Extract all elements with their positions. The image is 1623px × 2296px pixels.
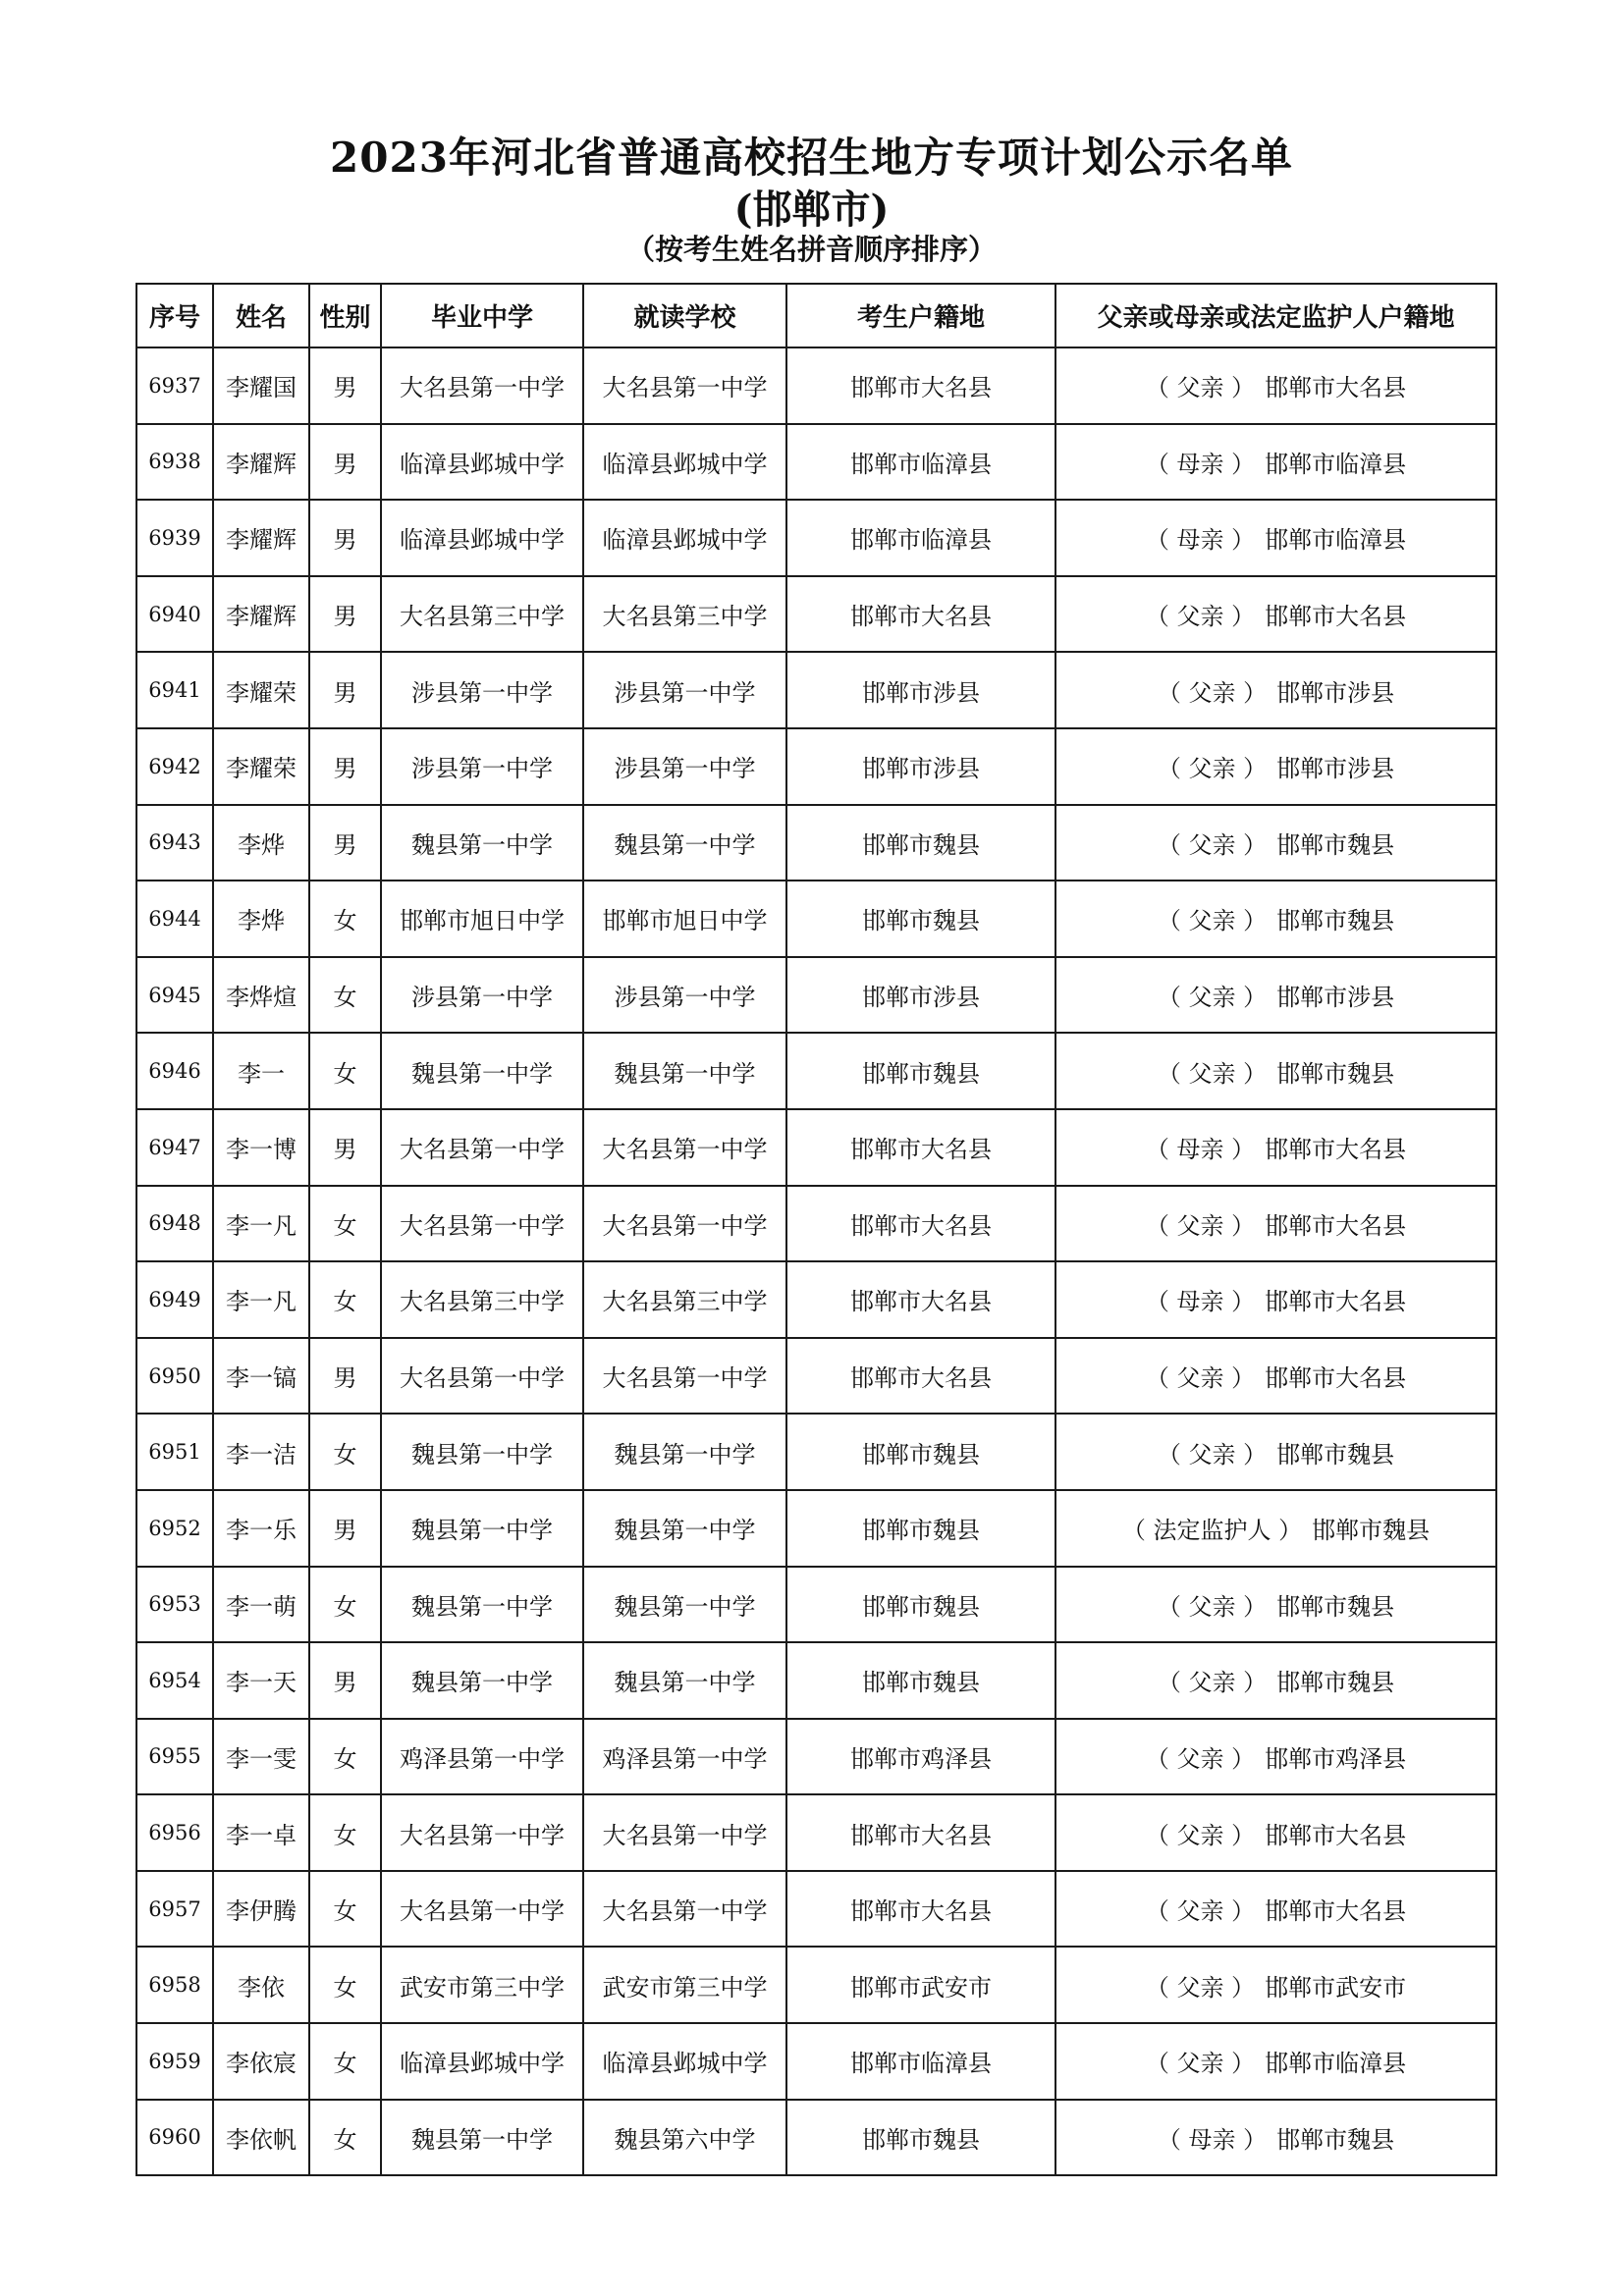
row-number-cell: 6956 [136,1794,213,1871]
guardian-relation: （ 父亲 ） [1157,830,1268,859]
gender-cell: 女 [309,957,381,1034]
study-school-cell: 魏县第一中学 [583,1033,786,1109]
guardian-hukou-location: 邯郸市大名县 [1265,1211,1407,1240]
guardian-hukou-location: 邯郸市魏县 [1276,1059,1395,1088]
guardian-hukou-location: 邯郸市大名县 [1265,1288,1407,1316]
header-guardian-hukou: 父亲或母亲或法定监护人户籍地 [1055,284,1496,347]
student-name-cell: 李烨煊 [213,957,309,1034]
hukou-cell: 邯郸市大名县 [786,1261,1055,1338]
guardian-hukou-cell [1055,1261,1496,1338]
table-row [136,1567,1496,1643]
study-school-cell: 大名县第一中学 [583,347,786,424]
gender-cell: 女 [309,1186,381,1262]
grad-school-cell: 魏县第一中学 [381,2100,583,2176]
study-school-cell: 大名县第一中学 [583,1186,786,1262]
grad-school-cell: 大名县第一中学 [381,1186,583,1262]
table-row [136,1490,1496,1567]
guardian-hukou-location: 邯郸市魏县 [1276,1440,1395,1468]
student-name-cell: 李依 [213,1947,309,2023]
study-school-cell: 临漳县邺城中学 [583,500,786,576]
gender-cell: 女 [309,1719,381,1795]
table-row [136,1871,1496,1948]
guardian-hukou-location: 邯郸市魏县 [1276,1592,1395,1621]
hukou-cell: 邯郸市大名县 [786,347,1055,424]
guardian-hukou-location: 邯郸市魏县 [1276,830,1395,859]
gender-cell: 女 [309,1033,381,1109]
hukou-cell: 邯郸市魏县 [786,1490,1055,1567]
study-school-cell: 魏县第一中学 [583,1490,786,1567]
table-row [136,1186,1496,1262]
gender-cell: 男 [309,347,381,424]
hukou-cell: 邯郸市魏县 [786,881,1055,957]
guardian-hukou-cell [1055,1871,1496,1948]
gender-cell: 男 [309,576,381,653]
guardian-relation: （ 母亲 ） [1145,450,1256,478]
row-number-cell: 6939 [136,500,213,576]
header-name: 姓名 [213,284,309,347]
gender-cell: 男 [309,1642,381,1719]
guardian-hukou-cell [1055,576,1496,653]
guardian-hukou-cell [1055,500,1496,576]
guardian-relation: （ 父亲 ） [1157,907,1268,935]
guardian-hukou-cell [1055,1338,1496,1415]
hukou-cell: 邯郸市涉县 [786,728,1055,805]
study-school-cell: 大名县第三中学 [583,576,786,653]
row-number-cell: 6948 [136,1186,213,1262]
guardian-relation: （ 父亲 ） [1157,1059,1268,1088]
study-school-cell: 涉县第一中学 [583,652,786,728]
hukou-cell: 邯郸市大名县 [786,1186,1055,1262]
guardian-relation: （ 父亲 ） [1145,1364,1256,1393]
hukou-cell: 邯郸市大名县 [786,1109,1055,1186]
study-school-cell: 涉县第一中学 [583,728,786,805]
hukou-cell: 邯郸市鸡泽县 [786,1719,1055,1795]
table-row [136,1338,1496,1415]
student-name-cell: 李一博 [213,1109,309,1186]
grad-school-cell: 武安市第三中学 [381,1947,583,2023]
study-school-cell: 大名县第一中学 [583,1794,786,1871]
guardian-relation: （ 父亲 ） [1145,1211,1256,1240]
hukou-cell: 邯郸市魏县 [786,805,1055,881]
guardian-relation: （ 母亲 ） [1157,2125,1268,2154]
sort-note: （按考生姓名拼音顺序排序） [625,233,997,266]
table-row [136,2023,1496,2100]
row-number-cell: 6944 [136,881,213,957]
study-school-cell: 魏县第一中学 [583,1642,786,1719]
row-number-cell: 6949 [136,1261,213,1338]
study-school-cell: 涉县第一中学 [583,957,786,1034]
row-number-cell: 6947 [136,1109,213,1186]
gender-cell: 男 [309,424,381,501]
study-school-cell: 临漳县邺城中学 [583,424,786,501]
guardian-hukou-cell [1055,347,1496,424]
row-number-cell: 6941 [136,652,213,728]
gender-cell: 女 [309,1794,381,1871]
guardian-hukou-cell [1055,1567,1496,1643]
guardian-hukou-cell [1055,805,1496,881]
row-number-cell: 6938 [136,424,213,501]
guardian-hukou-location: 邯郸市魏县 [1276,1669,1395,1697]
hukou-cell: 邯郸市武安市 [786,1947,1055,2023]
guardian-hukou-cell [1055,1033,1496,1109]
row-number-cell: 6937 [136,347,213,424]
gender-cell: 男 [309,500,381,576]
hukou-cell: 邯郸市大名县 [786,1338,1055,1415]
student-name-cell: 李烨 [213,881,309,957]
grad-school-cell: 大名县第三中学 [381,1261,583,1338]
grad-school-cell: 大名县第一中学 [381,1871,583,1948]
guardian-hukou-cell [1055,424,1496,501]
table-row [136,500,1496,576]
grad-school-cell: 涉县第一中学 [381,728,583,805]
gender-cell: 女 [309,1261,381,1338]
study-school-cell: 魏县第一中学 [583,1567,786,1643]
guardian-relation: （ 父亲 ） [1157,1592,1268,1621]
guardian-hukou-location: 邯郸市鸡泽县 [1265,1744,1407,1773]
grad-school-cell: 临漳县邺城中学 [381,424,583,501]
guardian-hukou-cell [1055,652,1496,728]
study-school-cell: 大名县第一中学 [583,1338,786,1415]
guardian-relation: （ 父亲 ） [1145,2050,1256,2078]
guardian-relation: （ 父亲 ） [1145,1821,1256,1849]
header-hukou: 考生户籍地 [786,284,1055,347]
grad-school-cell: 魏县第一中学 [381,1414,583,1490]
row-number-cell: 6942 [136,728,213,805]
student-name-cell: 李耀荣 [213,652,309,728]
roster-table [135,283,1497,2176]
student-name-cell: 李伊腾 [213,1871,309,1948]
grad-school-cell: 涉县第一中学 [381,957,583,1034]
gender-cell: 男 [309,1109,381,1186]
student-name-cell: 李烨 [213,805,309,881]
row-number-cell: 6958 [136,1947,213,2023]
student-name-cell: 李一雯 [213,1719,309,1795]
row-number-cell: 6953 [136,1567,213,1643]
grad-school-cell: 鸡泽县第一中学 [381,1719,583,1795]
row-number-cell: 6945 [136,957,213,1034]
guardian-hukou-location: 邯郸市大名县 [1265,1897,1407,1926]
guardian-relation: （ 父亲 ） [1157,755,1268,783]
table-row [136,1033,1496,1109]
study-school-cell: 大名县第三中学 [583,1261,786,1338]
guardian-hukou-location: 邯郸市魏县 [1276,2125,1395,2154]
guardian-hukou-cell [1055,1719,1496,1795]
hukou-cell: 邯郸市临漳县 [786,2023,1055,2100]
table-row [136,1109,1496,1186]
table-row [136,1794,1496,1871]
grad-school-cell: 大名县第一中学 [381,347,583,424]
study-school-cell: 武安市第三中学 [583,1947,786,2023]
guardian-hukou-cell [1055,957,1496,1034]
header-no: 序号 [136,284,213,347]
hukou-cell: 邯郸市临漳县 [786,500,1055,576]
student-name-cell: 李耀辉 [213,424,309,501]
grad-school-cell: 邯郸市旭日中学 [381,881,583,957]
study-school-cell: 大名县第一中学 [583,1109,786,1186]
hukou-cell: 邯郸市涉县 [786,957,1055,1034]
guardian-hukou-location: 邯郸市魏县 [1312,1517,1431,1545]
gender-cell: 女 [309,1947,381,2023]
guardian-hukou-cell [1055,2100,1496,2176]
guardian-hukou-cell [1055,2023,1496,2100]
guardian-hukou-cell [1055,881,1496,957]
document-subtitle: (邯郸市) [733,187,890,233]
header-grad-school: 毕业中学 [381,284,583,347]
guardian-hukou-cell [1055,1490,1496,1567]
guardian-hukou-location: 邯郸市大名县 [1265,1136,1407,1164]
guardian-hukou-cell [1055,1414,1496,1490]
guardian-relation: （ 法定监护人 ） [1121,1517,1303,1545]
student-name-cell: 李一萌 [213,1567,309,1643]
row-number-cell: 6946 [136,1033,213,1109]
table-row [136,1947,1496,2023]
hukou-cell: 邯郸市大名县 [786,576,1055,653]
row-number-cell: 6950 [136,1338,213,1415]
student-name-cell: 李一凡 [213,1186,309,1262]
table-row [136,1719,1496,1795]
study-school-cell: 临漳县邺城中学 [583,2023,786,2100]
guardian-hukou-location: 邯郸市临漳县 [1265,2050,1407,2078]
hukou-cell: 邯郸市涉县 [786,652,1055,728]
guardian-hukou-location: 邯郸市涉县 [1276,984,1395,1012]
guardian-relation: （ 父亲 ） [1157,984,1268,1012]
grad-school-cell: 魏县第一中学 [381,1490,583,1567]
header-study-school: 就读学校 [583,284,786,347]
row-number-cell: 6960 [136,2100,213,2176]
student-name-cell: 李一凡 [213,1261,309,1338]
grad-school-cell: 魏县第一中学 [381,1642,583,1719]
guardian-hukou-location: 邯郸市临漳县 [1265,450,1407,478]
table-row [136,881,1496,957]
grad-school-cell: 魏县第一中学 [381,1567,583,1643]
gender-cell: 女 [309,2100,381,2176]
hukou-cell: 邯郸市魏县 [786,1414,1055,1490]
study-school-cell: 大名县第一中学 [583,1871,786,1948]
grad-school-cell: 大名县第一中学 [381,1794,583,1871]
student-name-cell: 李耀辉 [213,500,309,576]
guardian-relation: （ 父亲 ） [1157,678,1268,707]
study-school-cell: 魏县第一中学 [583,1414,786,1490]
guardian-hukou-location: 邯郸市大名县 [1265,374,1407,402]
guardian-relation: （ 父亲 ） [1145,603,1256,631]
grad-school-cell: 涉县第一中学 [381,652,583,728]
hukou-cell: 邯郸市魏县 [786,2100,1055,2176]
guardian-relation: （ 父亲 ） [1145,1973,1256,2002]
grad-school-cell: 魏县第一中学 [381,1033,583,1109]
gender-cell: 女 [309,1567,381,1643]
gender-cell: 男 [309,728,381,805]
guardian-hukou-cell [1055,728,1496,805]
table-row [136,652,1496,728]
guardian-hukou-location: 邯郸市涉县 [1276,678,1395,707]
table-row [136,424,1496,501]
guardian-relation: （ 母亲 ） [1145,1136,1256,1164]
row-number-cell: 6940 [136,576,213,653]
guardian-relation: （ 母亲 ） [1145,526,1256,555]
gender-cell: 女 [309,1414,381,1490]
guardian-relation: （ 父亲 ） [1145,374,1256,402]
grad-school-cell: 大名县第一中学 [381,1338,583,1415]
row-number-cell: 6957 [136,1871,213,1948]
student-name-cell: 李一镐 [213,1338,309,1415]
row-number-cell: 6951 [136,1414,213,1490]
grad-school-cell: 魏县第一中学 [381,805,583,881]
table-row [136,2100,1496,2176]
study-school-cell: 魏县第一中学 [583,805,786,881]
study-school-cell: 魏县第六中学 [583,2100,786,2176]
row-number-cell: 6952 [136,1490,213,1567]
student-name-cell: 李依帆 [213,2100,309,2176]
table-row [136,1414,1496,1490]
student-name-cell: 李一洁 [213,1414,309,1490]
header-gender: 性别 [309,284,381,347]
guardian-relation: （ 母亲 ） [1145,1288,1256,1316]
guardian-hukou-location: 邯郸市武安市 [1265,1973,1407,2002]
student-name-cell: 李一卓 [213,1794,309,1871]
gender-cell: 男 [309,1338,381,1415]
gender-cell: 男 [309,1490,381,1567]
table-row [136,576,1496,653]
hukou-cell: 邯郸市魏县 [786,1033,1055,1109]
hukou-cell: 邯郸市魏县 [786,1567,1055,1643]
guardian-hukou-cell [1055,1109,1496,1186]
hukou-cell: 邯郸市临漳县 [786,424,1055,501]
gender-cell: 男 [309,652,381,728]
row-number-cell: 6955 [136,1719,213,1795]
table-row [136,728,1496,805]
guardian-hukou-cell [1055,1642,1496,1719]
table-row [136,1642,1496,1719]
student-name-cell: 李一 [213,1033,309,1109]
guardian-relation: （ 父亲 ） [1145,1897,1256,1926]
student-name-cell: 李耀辉 [213,576,309,653]
guardian-hukou-location: 邯郸市大名县 [1265,1821,1407,1849]
guardian-hukou-location: 邯郸市大名县 [1265,603,1407,631]
guardian-hukou-location: 邯郸市涉县 [1276,755,1395,783]
study-school-cell: 鸡泽县第一中学 [583,1719,786,1795]
grad-school-cell: 大名县第一中学 [381,1109,583,1186]
table-row [136,957,1496,1034]
guardian-relation: （ 父亲 ） [1157,1440,1268,1468]
table-row [136,1261,1496,1338]
guardian-hukou-location: 邯郸市魏县 [1276,907,1395,935]
document-title: 2023年河北省普通高校招生地方专项计划公示名单 [330,133,1293,182]
guardian-hukou-cell [1055,1947,1496,2023]
guardian-hukou-cell [1055,1186,1496,1262]
student-name-cell: 李一乐 [213,1490,309,1567]
guardian-hukou-cell [1055,1794,1496,1871]
hukou-cell: 邯郸市大名县 [786,1871,1055,1948]
grad-school-cell: 临漳县邺城中学 [381,2023,583,2100]
gender-cell: 男 [309,805,381,881]
gender-cell: 女 [309,881,381,957]
student-name-cell: 李依宸 [213,2023,309,2100]
hukou-cell: 邯郸市大名县 [786,1794,1055,1871]
row-number-cell: 6954 [136,1642,213,1719]
hukou-cell: 邯郸市魏县 [786,1642,1055,1719]
table-row [136,805,1496,881]
guardian-hukou-location: 邯郸市大名县 [1265,1364,1407,1393]
student-name-cell: 李耀荣 [213,728,309,805]
gender-cell: 女 [309,2023,381,2100]
row-number-cell: 6943 [136,805,213,881]
grad-school-cell: 大名县第三中学 [381,576,583,653]
gender-cell: 女 [309,1871,381,1948]
row-number-cell: 6959 [136,2023,213,2100]
table-row [136,347,1496,424]
guardian-relation: （ 父亲 ） [1145,1744,1256,1773]
guardian-hukou-location: 邯郸市临漳县 [1265,526,1407,555]
study-school-cell: 邯郸市旭日中学 [583,881,786,957]
student-name-cell: 李一天 [213,1642,309,1719]
table-header-row [136,284,1496,347]
grad-school-cell: 临漳县邺城中学 [381,500,583,576]
guardian-relation: （ 父亲 ） [1157,1669,1268,1697]
student-name-cell: 李耀国 [213,347,309,424]
